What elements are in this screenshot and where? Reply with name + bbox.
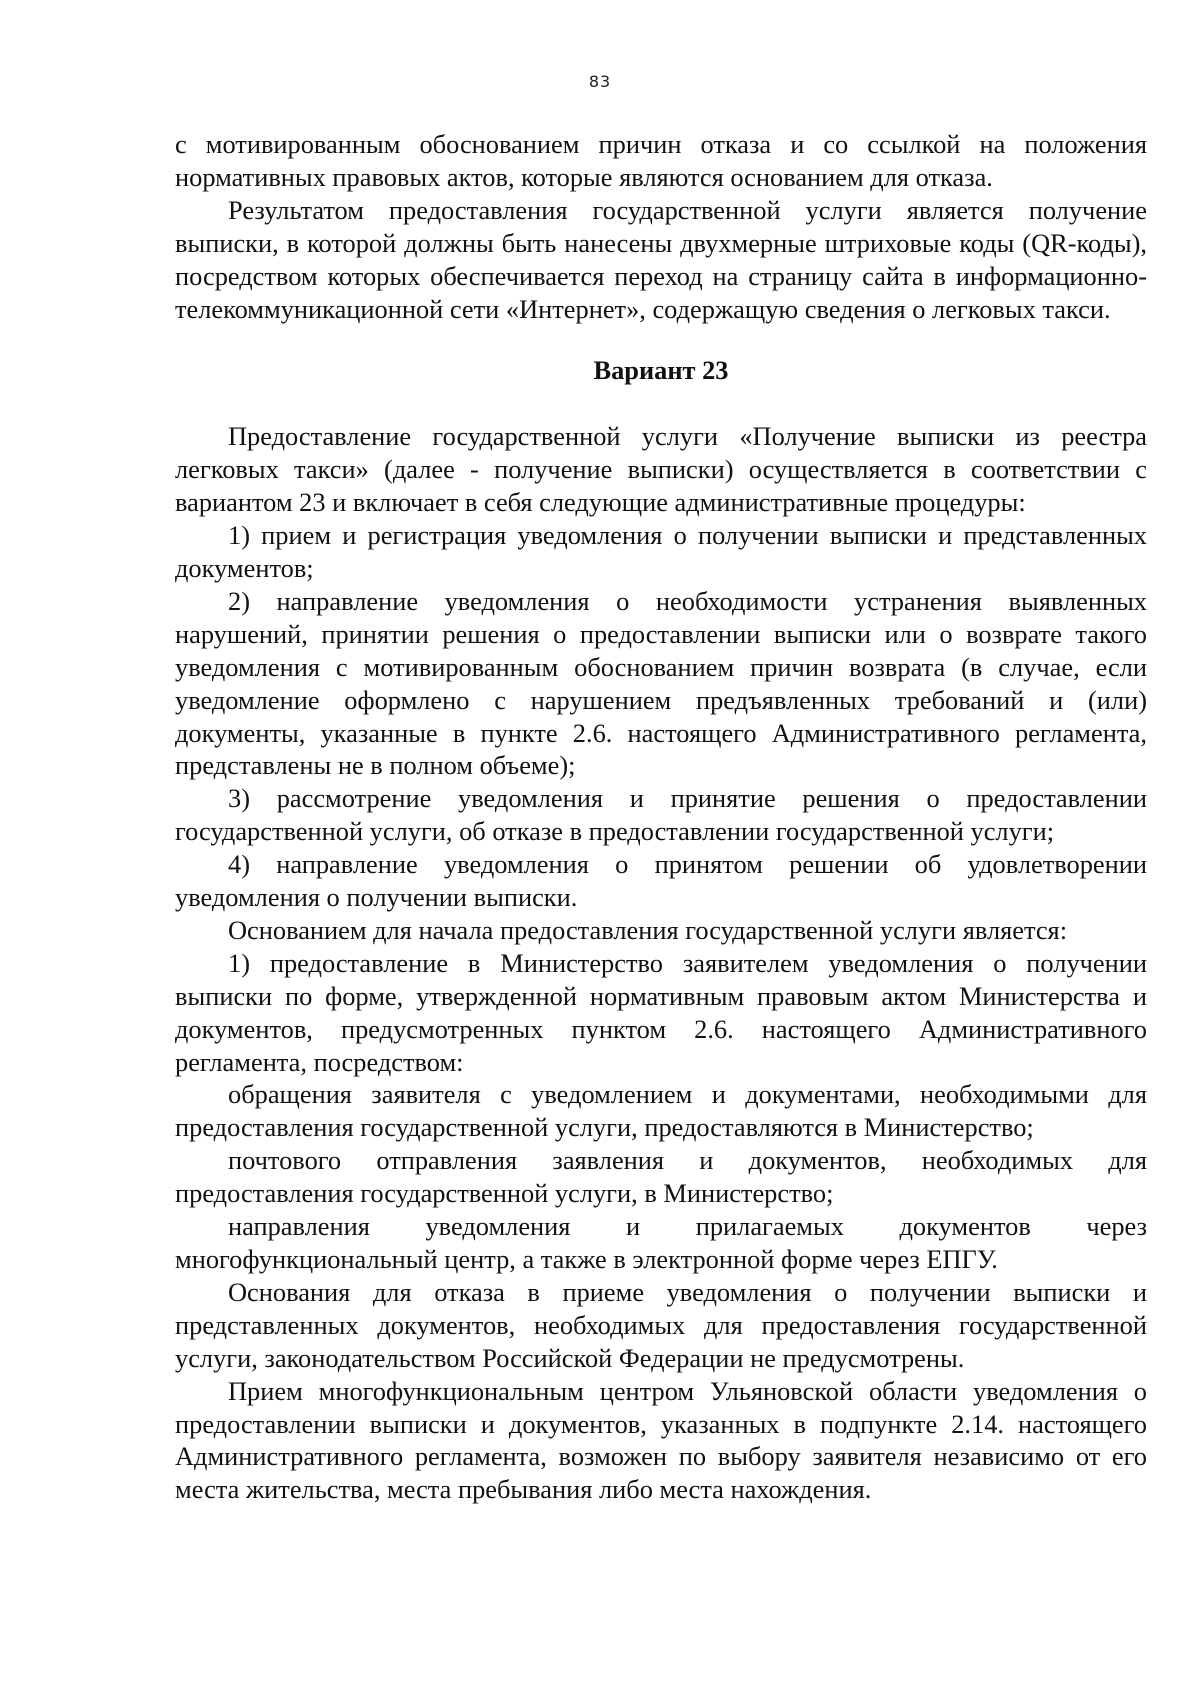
list-item: 4) направление уведомления о принятом решении об удовлетворении уведомления о получении выписки. (175, 849, 1147, 913)
paragraph: направления уведомления и прилагаемых документов через многофункциональный центр, а также в электронной форме через ЕПГУ. (175, 1211, 1147, 1274)
paragraph: с мотивированным обоснованием причин отказа и со ссылкой на положения нормативных правовых актов, которые являются основанием для отказа. (175, 129, 1147, 192)
page-number: 83 (588, 72, 612, 91)
paragraph: Результатом предоставления государственной услуги является получение выписки, в которой должны быть нанесены двухмерные штриховые коды (QR-коды), посредством которых обеспечивается переход на страницу сайта в информационно-телекоммуникационной сети «Интернет», содержащую сведения о легковых такси. (175, 194, 1147, 324)
list-item: 1) предоставление в Министерство заявителем уведомления о получении выписки по форме, утвержденной нормативным правовым актом Министерства и документов, предусмотренных пунктом 2.6. настоящего Административного регламента, посредством: (175, 947, 1147, 1077)
paragraph: Прием многофункциональным центром Ульяновской области уведомления о предоставлении выписки и документов, указанных в подпункте 2.14. настоящего Административного регламента, возможен по выбору заявителя независимо от его места жительства, места пребывания либо места нахождения. (175, 1375, 1147, 1505)
paragraph: Основанием для начала предоставления государственной услуги является: (228, 914, 1068, 945)
document-body (175, 128, 1147, 1506)
section-title: Вариант 23 (593, 355, 729, 386)
list-item: 2) направление уведомления о необходимости устранения выявленных нарушений, принятии решения о предоставлении выписки или о возврате такого уведомления с мотивированным обоснованием причин возврата (в случае, если уведомление оформлено с нарушением предъявленных требований и (или) документы, указанные в пункте 2.6. настоящего Административного регламента, представлены не в полном объеме); (175, 585, 1147, 781)
paragraph: почтового отправления заявления и документов, необходимых для предоставления государственной услуги, в Министерство; (175, 1145, 1147, 1209)
paragraph: Основания для отказа в приеме уведомления о получении выписки и представленных документов, необходимых для предоставления государственной услуги, законодательством Российской Федерации не предусмотрены. (175, 1276, 1147, 1373)
list-item: 3) рассмотрение уведомления и принятие решения о предоставлении государственной услуги, об отказе в предоставлении государственной услуги; (175, 783, 1147, 847)
paragraph: обращения заявителя с уведомлением и документами, необходимыми для предоставления государственной услуги, предоставляются в Министерство; (175, 1079, 1147, 1143)
paragraph: Предоставление государственной услуги «Получение выписки из реестра легковых такси» (далее - получение выписки) осуществляется в соответствии с вариантом 23 и включает в себя следующие административные процедуры: (175, 421, 1147, 518)
list-item: 1) прием и регистрация уведомления о получении выписки и представленных документов; (175, 520, 1147, 583)
